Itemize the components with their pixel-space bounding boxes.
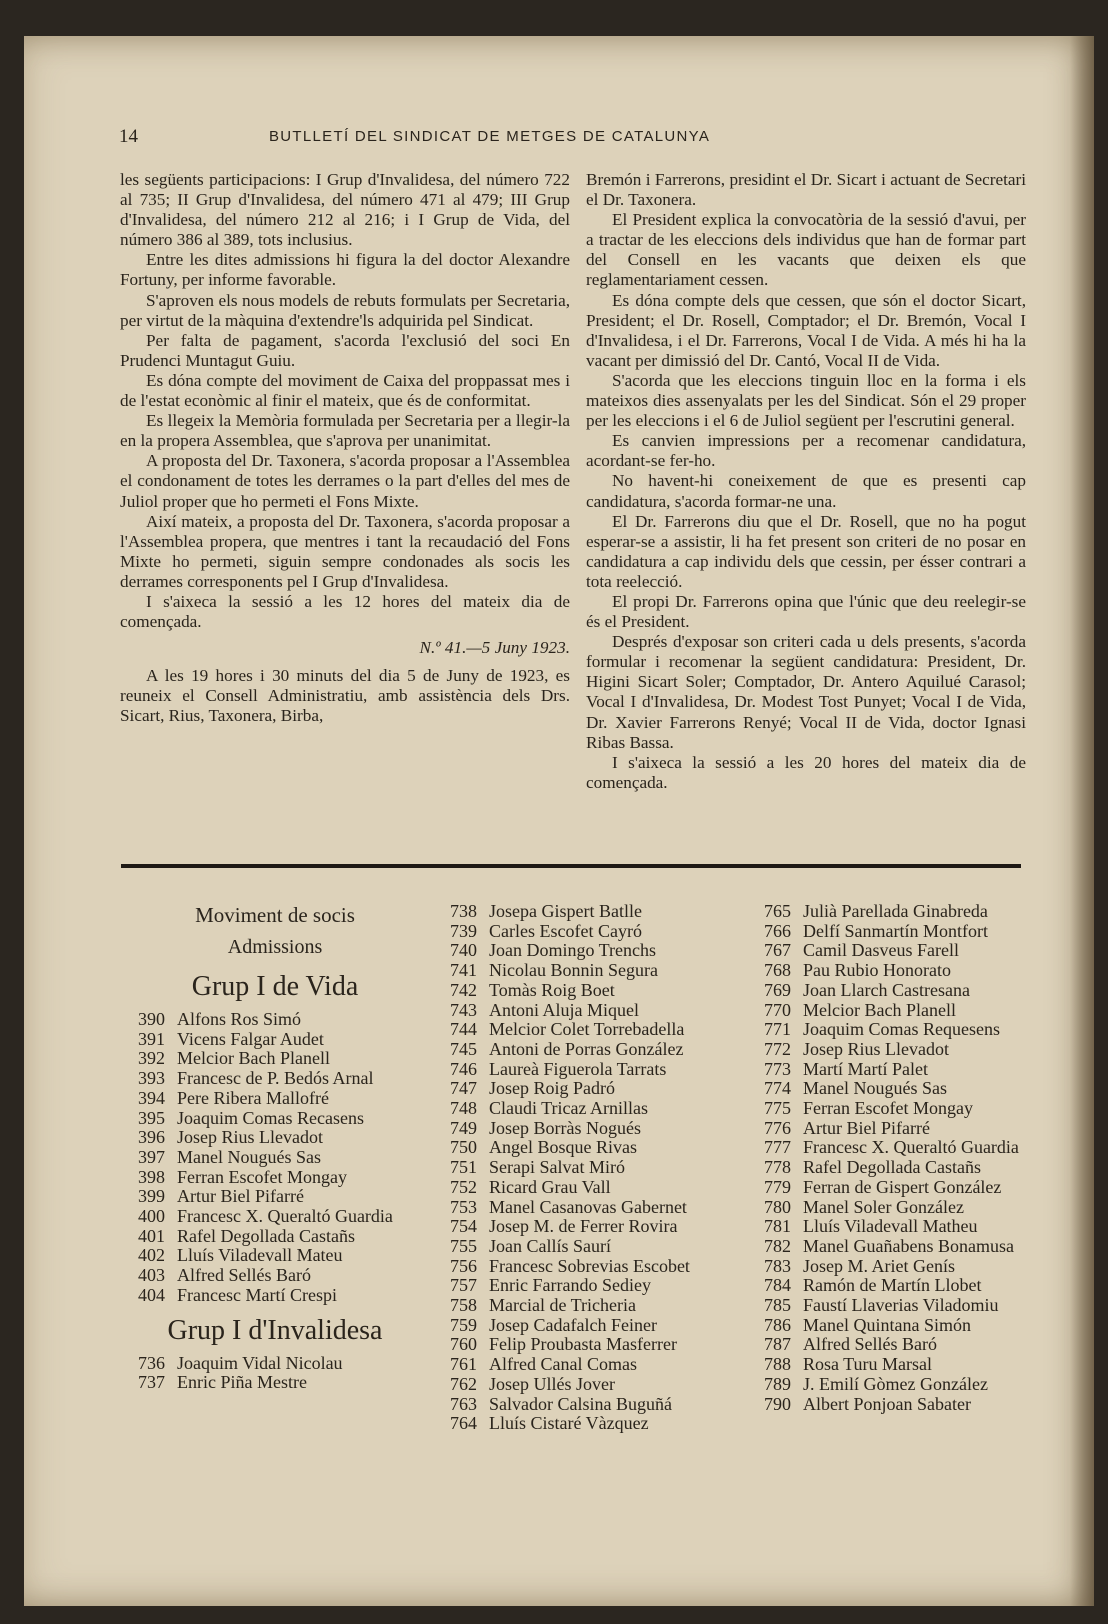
invalidesa-list-a	[120, 1354, 430, 1393]
member-name: Melcior Bach Planell	[177, 1048, 330, 1069]
page-spine-shadow	[1070, 36, 1094, 1606]
member-entry	[746, 1060, 1036, 1080]
member-name: Felip Proubasta Masferrer	[489, 1334, 677, 1355]
member-number: 771	[764, 1019, 791, 1040]
member-name: Pere Ribera Mallofré	[177, 1087, 329, 1108]
member-entry	[432, 1257, 744, 1277]
member-name: Manel Quintana Simón	[803, 1314, 971, 1335]
member-entry	[746, 1276, 1036, 1296]
paragraph: I s'aixeca la sessió a les 12 hores del mateix dia de començada.	[120, 591, 570, 632]
paragraph: A les 19 hores i 30 minuts del dia 5 de Juny de 1923, es reuneix el Consell Administratiu, amb assistència dels Drs. Sicart, Rius, Taxonera, Birba,	[120, 666, 570, 726]
member-name: Artur Biel Pifarré	[177, 1186, 304, 1207]
member-name: Rafel Degollada Castañs	[803, 1157, 981, 1178]
member-entry	[746, 961, 1036, 981]
member-number: 739	[450, 920, 477, 941]
member-number: 736	[138, 1352, 165, 1373]
member-entry	[746, 1001, 1036, 1021]
member-name: Alfred Canal Comas	[489, 1354, 637, 1375]
member-number: 396	[138, 1127, 165, 1148]
member-number: 750	[450, 1137, 477, 1158]
member-entry	[746, 1158, 1036, 1178]
member-name: Salvador Calsina Buguñá	[489, 1393, 672, 1414]
member-entry	[746, 1020, 1036, 1040]
paragraph: A proposta del Dr. Taxonera, s'acorda proposar a l'Assemblea el condonament de totes les derrames o la part d'elles del mes de Juliol proper que ho permeti el Fons Mixte.	[120, 451, 570, 511]
member-number: 781	[764, 1216, 791, 1237]
member-number: 760	[450, 1334, 477, 1355]
member-name: Francesc de P. Bedós Arnal	[177, 1068, 374, 1089]
section-subtitle: Admissions	[227, 936, 323, 958]
member-number: 763	[450, 1393, 477, 1414]
member-entry	[432, 1355, 744, 1375]
invalidesa-list-b	[432, 902, 744, 1434]
member-number: 767	[764, 940, 791, 961]
member-name: Lluís Viladevall Mateu	[177, 1245, 343, 1266]
member-entry	[746, 1099, 1036, 1119]
member-name: Pau Rubio Honorato	[803, 960, 951, 981]
member-entry	[746, 1395, 1036, 1415]
member-name: Josep Ullés Jover	[489, 1373, 615, 1394]
paragraph: Entre les dites admissions hi figura la del doctor Alexandre Fortuny, per informe favorable.	[120, 250, 570, 290]
member-name: Rafel Degollada Castañs	[177, 1225, 355, 1246]
member-name: Josep Rius Llevadot	[177, 1127, 323, 1148]
member-name: Ramón de Martín Llobet	[803, 1275, 982, 1296]
vida-list	[120, 1010, 430, 1306]
member-entry	[746, 922, 1036, 942]
member-entry	[432, 1198, 744, 1218]
member-number: 757	[450, 1275, 477, 1296]
members-list-block-b	[432, 902, 744, 1434]
member-entry	[120, 1089, 430, 1109]
member-number: 391	[138, 1028, 165, 1049]
member-name: Lluís Cistaré Vàzquez	[489, 1413, 649, 1434]
member-entry	[746, 1040, 1036, 1060]
member-entry	[746, 1316, 1036, 1336]
member-number: 759	[450, 1314, 477, 1335]
member-number: 399	[138, 1186, 165, 1207]
member-name: Joan Domingo Trenchs	[489, 940, 657, 961]
member-number: 785	[764, 1295, 791, 1316]
member-name: Ferran Escofet Mongay	[803, 1098, 973, 1119]
member-name: Laureà Figuerola Tarrats	[489, 1058, 667, 1079]
member-number: 761	[450, 1354, 477, 1375]
member-number: 789	[764, 1373, 791, 1394]
page-header	[119, 126, 1024, 150]
member-number: 746	[450, 1058, 477, 1079]
member-entry	[746, 1257, 1036, 1277]
member-number: 769	[764, 979, 791, 1000]
member-number: 402	[138, 1245, 165, 1266]
member-name: Francesc X. Queraltó Guardia	[177, 1206, 393, 1227]
paragraph: S'aproven els nous models de rebuts formulats per Secretaria, per virtut de la màquina d'extendre'ls adquirida pel Sindicat.	[120, 290, 570, 330]
paragraph: El President explica la convocatòria de la sessió d'avui, per a tractar de les eleccions dels individus que han de formar part del Consell en les vacants que deixen els que reglamentariament cessen.	[586, 210, 1026, 290]
member-number: 744	[450, 1019, 477, 1040]
member-name: Manel Casanovas Gabernet	[489, 1196, 687, 1217]
member-number: 740	[450, 940, 477, 961]
member-entry	[120, 1246, 430, 1266]
member-number: 780	[764, 1196, 791, 1217]
member-entry	[746, 1079, 1036, 1099]
member-number: 398	[138, 1166, 165, 1187]
member-entry	[120, 1168, 430, 1188]
session-reference-date: N.º 41.—5 Juny 1923.	[419, 638, 570, 658]
member-entry	[746, 1296, 1036, 1316]
member-number: 751	[450, 1157, 477, 1178]
right-text-column	[586, 170, 1026, 793]
paragraph: Es canvien impressions per a recomenar candidatura, acordant-se fer-ho.	[586, 431, 1026, 471]
member-entry	[120, 1010, 430, 1030]
member-name: Francesc Martí Crespi	[177, 1284, 337, 1305]
member-number: 762	[450, 1373, 477, 1394]
member-name: Serapi Salvat Miró	[489, 1157, 625, 1178]
member-entry	[746, 1237, 1036, 1257]
paragraph: Així mateix, a proposta del Dr. Taxonera, s'acorda proposar a l'Assemblea propera, que mentres i tant la recaudació del Fons Mixte ho permeti, siguin sempre condonades als socis les derrames corresponents pel I Grup d'Invalidesa.	[120, 511, 570, 591]
member-name: Josep M. Ariet Genís	[803, 1255, 955, 1276]
member-number: 778	[764, 1157, 791, 1178]
member-entry	[432, 961, 744, 981]
member-number: 766	[764, 920, 791, 941]
member-entry	[432, 1178, 744, 1198]
member-entry	[432, 1119, 744, 1139]
member-number: 395	[138, 1107, 165, 1128]
member-name: Antoni Aluja Miquel	[489, 999, 639, 1020]
member-name: Joan Callís Saurí	[489, 1235, 611, 1256]
member-name: Ferran de Gispert González	[803, 1176, 1002, 1197]
member-entry	[120, 1128, 430, 1148]
member-number: 403	[138, 1265, 165, 1286]
member-entry	[432, 981, 744, 1001]
member-number: 779	[764, 1176, 791, 1197]
member-number: 390	[138, 1009, 165, 1029]
member-name: Josep Rius Llevadot	[803, 1038, 949, 1059]
member-entry	[432, 941, 744, 961]
member-number: 772	[764, 1038, 791, 1059]
member-entry	[746, 941, 1036, 961]
member-name: Francesc X. Queraltó Guardia	[803, 1137, 1019, 1158]
member-name: Claudi Tricaz Arnillas	[489, 1098, 648, 1119]
member-entry	[746, 981, 1036, 1001]
member-entry	[432, 1375, 744, 1395]
member-name: Lluís Viladevall Matheu	[803, 1216, 978, 1237]
member-number: 776	[764, 1117, 791, 1138]
member-number: 773	[764, 1058, 791, 1079]
member-name: Ferran Escofet Mongay	[177, 1166, 347, 1187]
member-name: Alfred Sellés Baró	[177, 1265, 311, 1286]
member-entry	[746, 1178, 1036, 1198]
member-entry	[432, 1001, 744, 1021]
member-name: Joaquim Comas Requesens	[803, 1019, 1000, 1040]
member-name: Enric Piña Mestre	[177, 1372, 307, 1393]
member-entry	[432, 922, 744, 942]
member-name: Josep Cadafalch Feiner	[489, 1314, 657, 1335]
member-entry	[120, 1187, 430, 1207]
paragraph: Per falta de pagament, s'acorda l'exclusió del soci En Prudenci Muntagut Guiu.	[120, 330, 570, 370]
paragraph: Es dóna compte dels que cessen, que són el doctor Sicart, President; el Dr. Rosell, Comptador; el Dr. Bremón, Vocal I d'Invalidesa, i el Dr. Farrerons, Vocal I de Vida. A més hi ha la vacant per dimissió del Dr. Cantó, Vocal II de Vida.	[586, 290, 1026, 370]
member-name: Enric Farrando Sediey	[489, 1275, 651, 1296]
member-name: Manel Nougués Sas	[177, 1146, 321, 1167]
member-number: 775	[764, 1098, 791, 1119]
member-number: 745	[450, 1038, 477, 1059]
member-number: 756	[450, 1255, 477, 1276]
paragraph: Després d'exposar son criteri cada u dels presents, s'acorda formular i recomenar la següent candidatura: President, Dr. Higini Sicart Soler; Comptador, Dr. Antero Aquilué Carasol; Vocal I d'Invalidesa, Dr. Modest Tost Punyet; Vocal I de Vida, Dr. Xavier Farrerons Renyé; Vocal II de Vida, doctor Ignasi Ribas Bassa.	[586, 632, 1026, 752]
member-name: Camil Dasveus Farell	[803, 940, 959, 961]
member-entry	[746, 1375, 1036, 1395]
member-number: 755	[450, 1235, 477, 1256]
member-number: 392	[138, 1048, 165, 1069]
invalidesa-list-c	[746, 902, 1036, 1414]
member-entry	[120, 1354, 430, 1374]
member-entry	[432, 1335, 744, 1355]
members-list-block-c	[746, 902, 1036, 1414]
member-entry	[746, 1198, 1036, 1218]
member-number: 741	[450, 960, 477, 981]
member-number: 748	[450, 1098, 477, 1119]
member-name: Josep Roig Padró	[489, 1078, 615, 1099]
member-number: 758	[450, 1295, 477, 1316]
member-number: 768	[764, 960, 791, 981]
member-name: Josep Borràs Nogués	[489, 1117, 641, 1138]
member-number: 777	[764, 1137, 791, 1158]
member-name: Joaquim Vidal Nicolau	[177, 1352, 343, 1373]
member-name: Faustí Llaverias Viladomiu	[803, 1295, 999, 1316]
member-name: Tomàs Roig Boet	[489, 979, 615, 1000]
member-number: 787	[764, 1334, 791, 1355]
member-name: Manel Guañabens Bonamusa	[803, 1235, 1014, 1256]
member-name: Antoni de Porras González	[489, 1038, 684, 1059]
member-name: Julià Parellada Ginabreda	[803, 901, 988, 921]
member-entry	[432, 1020, 744, 1040]
member-entry	[432, 1296, 744, 1316]
member-number: 742	[450, 979, 477, 1000]
member-number: 747	[450, 1078, 477, 1099]
running-title: BUTLLETÍ DEL SINDICAT DE METGES DE CATALUNYA	[269, 128, 711, 145]
member-name: Joan Llarch Castresana	[803, 979, 970, 1000]
member-name: Martí Martí Palet	[803, 1058, 928, 1079]
member-name: Joaquim Comas Recasens	[177, 1107, 364, 1128]
member-number: 753	[450, 1196, 477, 1217]
paragraph: Es llegeix la Memòria formulada per Secretaria per a llegir-la en la propera Assemblea, que s'aprova per unanimitat.	[120, 411, 570, 451]
member-entry	[432, 1138, 744, 1158]
group-heading-invalidesa: Grup I d'Invalidesa	[167, 1314, 383, 1346]
member-entry	[432, 1414, 744, 1434]
member-name: Vicens Falgar Audet	[177, 1028, 324, 1049]
member-name: Marcial de Tricheria	[489, 1295, 636, 1316]
member-entry	[746, 902, 1036, 922]
member-number: 774	[764, 1078, 791, 1099]
member-number: 784	[764, 1275, 791, 1296]
member-number: 743	[450, 999, 477, 1020]
member-entry	[120, 1207, 430, 1227]
member-number: 400	[138, 1206, 165, 1227]
member-name: Artur Biel Pifarré	[803, 1117, 930, 1138]
paragraph: El Dr. Farrerons diu que el Dr. Rosell, que no ha pogut esperar-se a assistir, li ha fet present son criteri de no posar en candidatura a cap individu dels que cessin, per ésser contrari a tota reelecció.	[586, 511, 1026, 591]
member-number: 783	[764, 1255, 791, 1276]
member-entry	[432, 1217, 744, 1237]
member-number: 738	[450, 901, 477, 921]
member-entry	[120, 1266, 430, 1286]
member-name: Francesc Sobrevias Escobet	[489, 1255, 690, 1276]
document-page	[24, 36, 1094, 1606]
member-entry	[746, 1119, 1036, 1139]
member-number: 401	[138, 1225, 165, 1246]
member-entry	[120, 1069, 430, 1089]
member-name: Delfí Sanmartín Montfort	[803, 920, 988, 941]
member-number: 404	[138, 1284, 165, 1305]
paragraph: No havent-hi coneixement de que es presenti cap candidatura, s'acorda formar-ne una.	[586, 471, 1026, 511]
section-title: Moviment de socis	[195, 903, 355, 927]
member-number: 394	[138, 1087, 165, 1108]
paragraph: S'acorda que les eleccions tinguin lloc en la forma i els mateixos dies assenyalats per les del Sindicat. Són el 29 proper per les eleccions i el 6 de Juliol següent per l'escrutini general.	[586, 370, 1026, 431]
member-entry	[432, 902, 744, 922]
member-entry	[432, 1395, 744, 1415]
member-name: Nicolau Bonnin Segura	[489, 960, 658, 981]
member-name: Ricard Grau Vall	[489, 1176, 611, 1197]
member-name: Melcior Colet Torrebadella	[489, 1019, 685, 1040]
member-name: Albert Ponjoan Sabater	[803, 1393, 971, 1414]
member-name: Melcior Bach Planell	[803, 999, 956, 1020]
paragraph: I s'aixeca la sessió a les 20 hores del mateix dia de començada.	[586, 752, 1026, 792]
member-entry	[746, 1335, 1036, 1355]
member-entry	[746, 1217, 1036, 1237]
paragraph: Es dóna compte del moviment de Caixa del proppassat mes i de l'estat econòmic al finir el mateix, que és de conformitat.	[120, 370, 570, 411]
member-number: 765	[764, 901, 791, 921]
member-entry	[432, 1316, 744, 1336]
member-entry	[120, 1286, 430, 1306]
member-number: 737	[138, 1372, 165, 1393]
member-entry	[120, 1148, 430, 1168]
member-entry	[432, 1060, 744, 1080]
member-entry	[746, 1138, 1036, 1158]
left-text-column	[120, 170, 570, 727]
member-entry	[432, 1276, 744, 1296]
section-divider	[121, 864, 1021, 868]
member-entry	[120, 1049, 430, 1069]
member-name: Alfred Sellés Baró	[803, 1334, 937, 1355]
member-name: Angel Bosque Rivas	[489, 1137, 637, 1158]
member-entry	[432, 1099, 744, 1119]
member-number: 790	[764, 1393, 791, 1414]
member-entry	[746, 1355, 1036, 1375]
paragraph: El propi Dr. Farrerons opina que l'únic que deu reelegir-se és el President.	[586, 591, 1026, 632]
member-entry	[120, 1030, 430, 1050]
member-number: 749	[450, 1117, 477, 1138]
member-number: 393	[138, 1068, 165, 1089]
member-name: Carles Escofet Cayró	[489, 920, 642, 941]
member-number: 752	[450, 1176, 477, 1197]
member-entry	[120, 1227, 430, 1247]
member-number: 397	[138, 1146, 165, 1167]
member-name: Alfons Ros Simó	[177, 1009, 302, 1029]
member-name: Manel Soler González	[803, 1196, 964, 1217]
member-name: Rosa Turu Marsal	[803, 1354, 933, 1375]
member-number: 764	[450, 1413, 477, 1434]
member-name: Josepa Gispert Batlle	[489, 901, 642, 921]
member-entry	[432, 1158, 744, 1178]
member-number: 754	[450, 1216, 477, 1237]
paragraph: Bremón i Farrerons, presidint el Dr. Sicart i actuant de Secretari el Dr. Taxonera.	[586, 170, 1026, 210]
member-number: 786	[764, 1314, 791, 1335]
member-entry	[120, 1373, 430, 1393]
page-number: 14	[119, 126, 138, 147]
member-entry	[432, 1040, 744, 1060]
member-number: 782	[764, 1235, 791, 1256]
member-name: Manel Nougués Sas	[803, 1078, 947, 1099]
member-name: Josep M. de Ferrer Rovira	[489, 1216, 678, 1237]
member-entry	[120, 1109, 430, 1129]
member-entry	[432, 1237, 744, 1257]
member-number: 788	[764, 1354, 791, 1375]
group-heading-vida: Grup I de Vida	[191, 971, 359, 1002]
member-number: 770	[764, 999, 791, 1020]
member-entry	[432, 1079, 744, 1099]
member-name: J. Emilí Gòmez González	[803, 1373, 988, 1394]
paragraph: les següents participacions: I Grup d'Invalidesa, del número 722 al 735; II Grup d'Invalidesa, del número 471 al 479; III Grup d'Invalidesa, del número 212 al 216; i I Grup de Vida, del número 386 al 389, tots inclusius.	[120, 170, 570, 250]
members-list-block-a	[120, 902, 430, 1393]
